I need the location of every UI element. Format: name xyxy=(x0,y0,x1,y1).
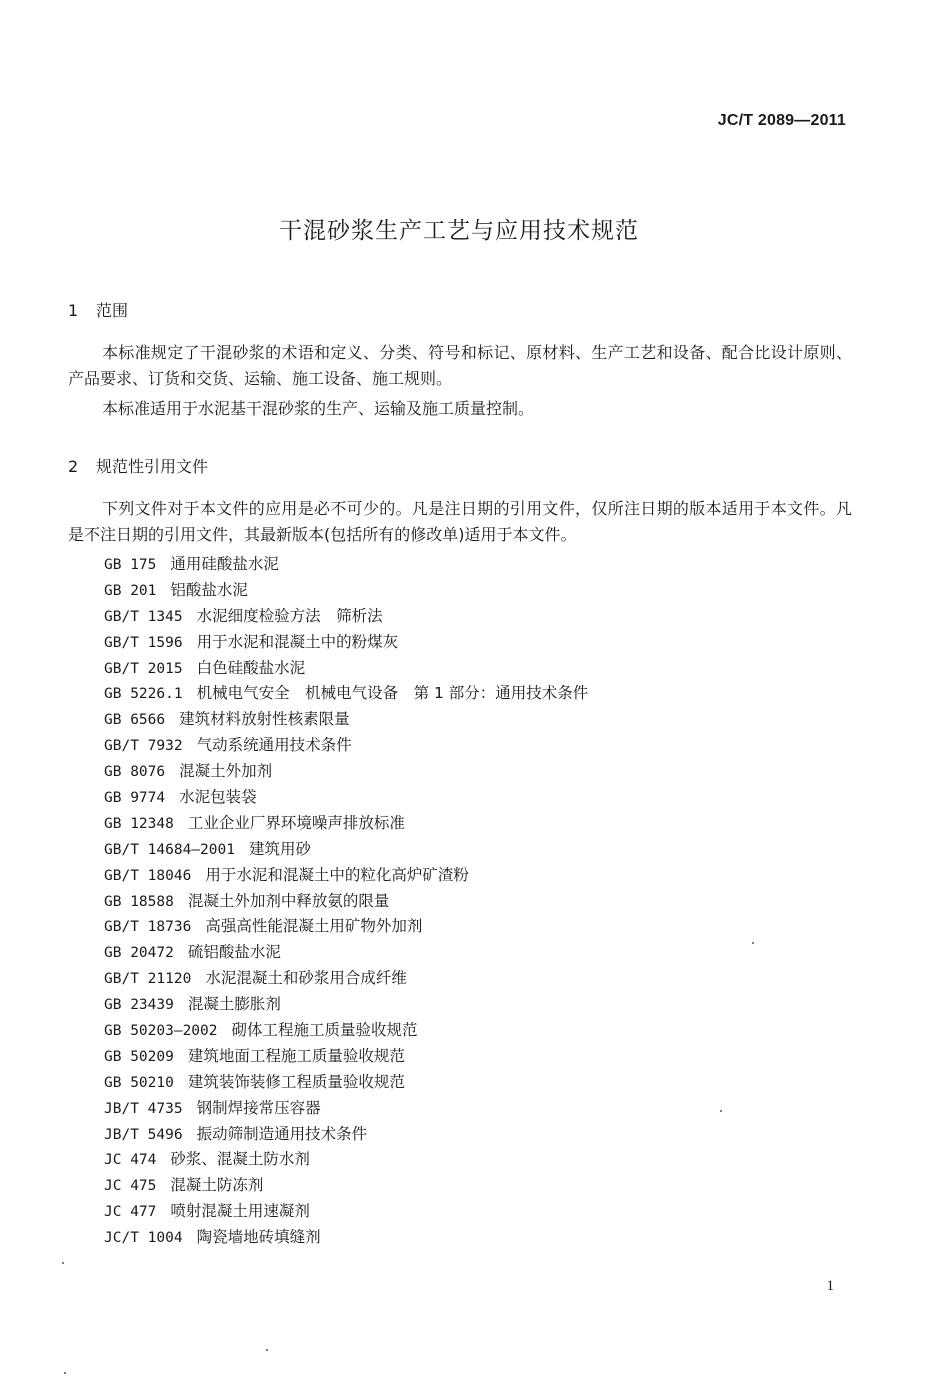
reference-name: 混凝土膨胀剂 xyxy=(187,995,281,1014)
section-number: 1 xyxy=(68,301,79,320)
reference-item xyxy=(104,681,588,707)
section-title: 规范性引用文件 xyxy=(96,457,209,476)
reference-code: GB 23439 xyxy=(104,997,174,1014)
reference-code: GB 12348 xyxy=(104,815,174,832)
reference-code: JB/T 5496 xyxy=(104,1126,183,1143)
reference-name: 钢制焊接常压容器 xyxy=(196,1098,321,1117)
reference-item xyxy=(104,940,588,966)
reference-code: GB 50209 xyxy=(104,1048,174,1065)
scope-paragraph-1: 本标准规定了干混砂浆的术语和定义、分类、符号和标记、原材料、生产工艺和设备、配合比设计原则、产品要求、订货和交货、运输、施工设备、施工规则。 xyxy=(68,343,852,388)
reference-name: 通用硅酸盐水泥 xyxy=(170,555,279,573)
reference-code: GB 18588 xyxy=(104,893,174,910)
standard-code: JC/T 2089—2011 xyxy=(717,112,846,129)
reference-name: 用于水泥和混凝土中的粒化高炉矿渣粉 xyxy=(205,865,469,884)
reference-code: JC/T 1004 xyxy=(104,1230,183,1247)
reference-item xyxy=(104,785,588,811)
reference-name: 用于水泥和混凝土中的粉煤灰 xyxy=(196,632,399,651)
reference-item xyxy=(104,1096,588,1122)
reference-name: 砂浆、混凝土防水剂 xyxy=(170,1150,310,1169)
reference-name: 陶瓷墙地砖填缝剂 xyxy=(196,1228,321,1247)
reference-code: JB/T 4735 xyxy=(104,1100,183,1117)
reference-list xyxy=(104,552,588,1251)
reference-name: 建筑材料放射性核素限量 xyxy=(179,710,350,729)
reference-name: 喷射混凝土用速凝剂 xyxy=(170,1202,310,1221)
reference-item xyxy=(104,578,588,604)
reference-name: 工业企业厂界环境噪声排放标准 xyxy=(187,813,405,832)
reference-item xyxy=(104,1225,588,1251)
section-heading-normative-references xyxy=(68,454,208,477)
reference-code: GB/T 1345 xyxy=(104,608,183,625)
reference-code: GB 8076 xyxy=(104,764,166,781)
reference-code: GB 201 xyxy=(104,582,157,599)
reference-item xyxy=(104,1070,588,1096)
reference-code: GB/T 21120 xyxy=(104,971,192,988)
reference-name: 振动筛制造通用技术条件 xyxy=(196,1124,368,1143)
reference-name: 水泥混凝土和砂浆用合成纤维 xyxy=(205,969,407,988)
reference-item xyxy=(104,889,588,915)
scan-speck xyxy=(266,1349,268,1351)
reference-code: JC 475 xyxy=(104,1178,157,1195)
reference-code: GB/T 7932 xyxy=(104,738,183,755)
reference-item xyxy=(104,837,588,863)
reference-code: GB 5226.1 xyxy=(104,686,183,703)
reference-code: JC 474 xyxy=(104,1152,157,1169)
reference-name: 建筑用砂 xyxy=(248,839,311,858)
section-title: 范围 xyxy=(96,301,129,320)
reference-name: 白色硅酸盐水泥 xyxy=(196,658,306,677)
reference-name: 砌体工程施工质量验收规范 xyxy=(231,1021,418,1040)
reference-name: 混凝土防冻剂 xyxy=(170,1176,264,1195)
reference-name: 硫铝酸盐水泥 xyxy=(187,943,281,962)
reference-code: GB/T 1596 xyxy=(104,634,183,651)
reference-code: GB 20472 xyxy=(104,945,174,962)
document-title: 干混砂浆生产工艺与应用技术规范 xyxy=(279,218,639,244)
reference-code: GB/T 2015 xyxy=(104,660,183,677)
reference-code: GB 175 xyxy=(104,557,157,573)
reference-code: JC 477 xyxy=(104,1204,157,1221)
scan-speck xyxy=(720,1110,722,1112)
reference-name: 水泥细度检验方法 筛析法 xyxy=(196,606,383,625)
reference-code: GB 50203—2002 xyxy=(104,1023,218,1040)
reference-code: GB/T 18736 xyxy=(104,919,192,936)
reference-name: 高强高性能混凝土用矿物外加剂 xyxy=(205,917,423,936)
reference-item xyxy=(104,914,588,940)
scan-speck xyxy=(64,1372,66,1374)
reference-item xyxy=(104,1018,588,1044)
reference-code: GB/T 18046 xyxy=(104,867,192,884)
reference-code: GB/T 14684—2001 xyxy=(104,841,235,858)
reference-code: GB 6566 xyxy=(104,712,166,729)
section-heading-scope xyxy=(68,298,128,321)
reference-item xyxy=(104,1044,588,1070)
reference-code: GB 50210 xyxy=(104,1074,174,1091)
reference-name: 建筑装饰装修工程质量验收规范 xyxy=(187,1072,405,1091)
reference-name: 混凝土外加剂中释放氨的限量 xyxy=(187,891,390,910)
reference-name: 气动系统通用技术条件 xyxy=(196,736,352,755)
reference-name: 建筑地面工程施工质量验收规范 xyxy=(187,1046,405,1065)
scope-paragraph-2: 本标准适用于水泥基干混砂浆的生产、运输及施工质量控制。 xyxy=(102,399,535,418)
reference-item xyxy=(104,966,588,992)
reference-code: GB 9774 xyxy=(104,790,166,807)
reference-name: 铝酸盐水泥 xyxy=(170,580,248,599)
reference-item xyxy=(104,1173,588,1199)
reference-item xyxy=(104,811,588,837)
reference-item xyxy=(104,733,588,759)
page-number: 1 xyxy=(826,1278,834,1294)
reference-item xyxy=(104,759,588,785)
reference-item xyxy=(104,1122,588,1148)
reference-item xyxy=(104,707,588,733)
references-intro-paragraph: 下列文件对于本文件的应用是必不可少的。凡是注日期的引用文件，仅所注日期的版本适用于本文件。凡是不注日期的引用文件，其最新版本(包括所有的修改单)适用于本文件。 xyxy=(68,499,852,544)
section-number: 2 xyxy=(68,457,79,476)
reference-item xyxy=(104,630,588,656)
scan-speck xyxy=(752,942,754,944)
reference-item xyxy=(104,604,588,630)
reference-item xyxy=(104,1147,588,1173)
scan-speck xyxy=(62,1262,64,1264)
reference-item xyxy=(104,1199,588,1225)
reference-item xyxy=(104,863,588,889)
reference-item xyxy=(104,992,588,1018)
reference-item xyxy=(104,656,588,682)
reference-item xyxy=(104,552,588,578)
reference-name: 混凝土外加剂 xyxy=(179,762,273,781)
reference-name: 机械电气安全 机械电气设备 第 1 部分：通用技术条件 xyxy=(196,684,589,703)
reference-name: 水泥包装袋 xyxy=(179,788,257,807)
